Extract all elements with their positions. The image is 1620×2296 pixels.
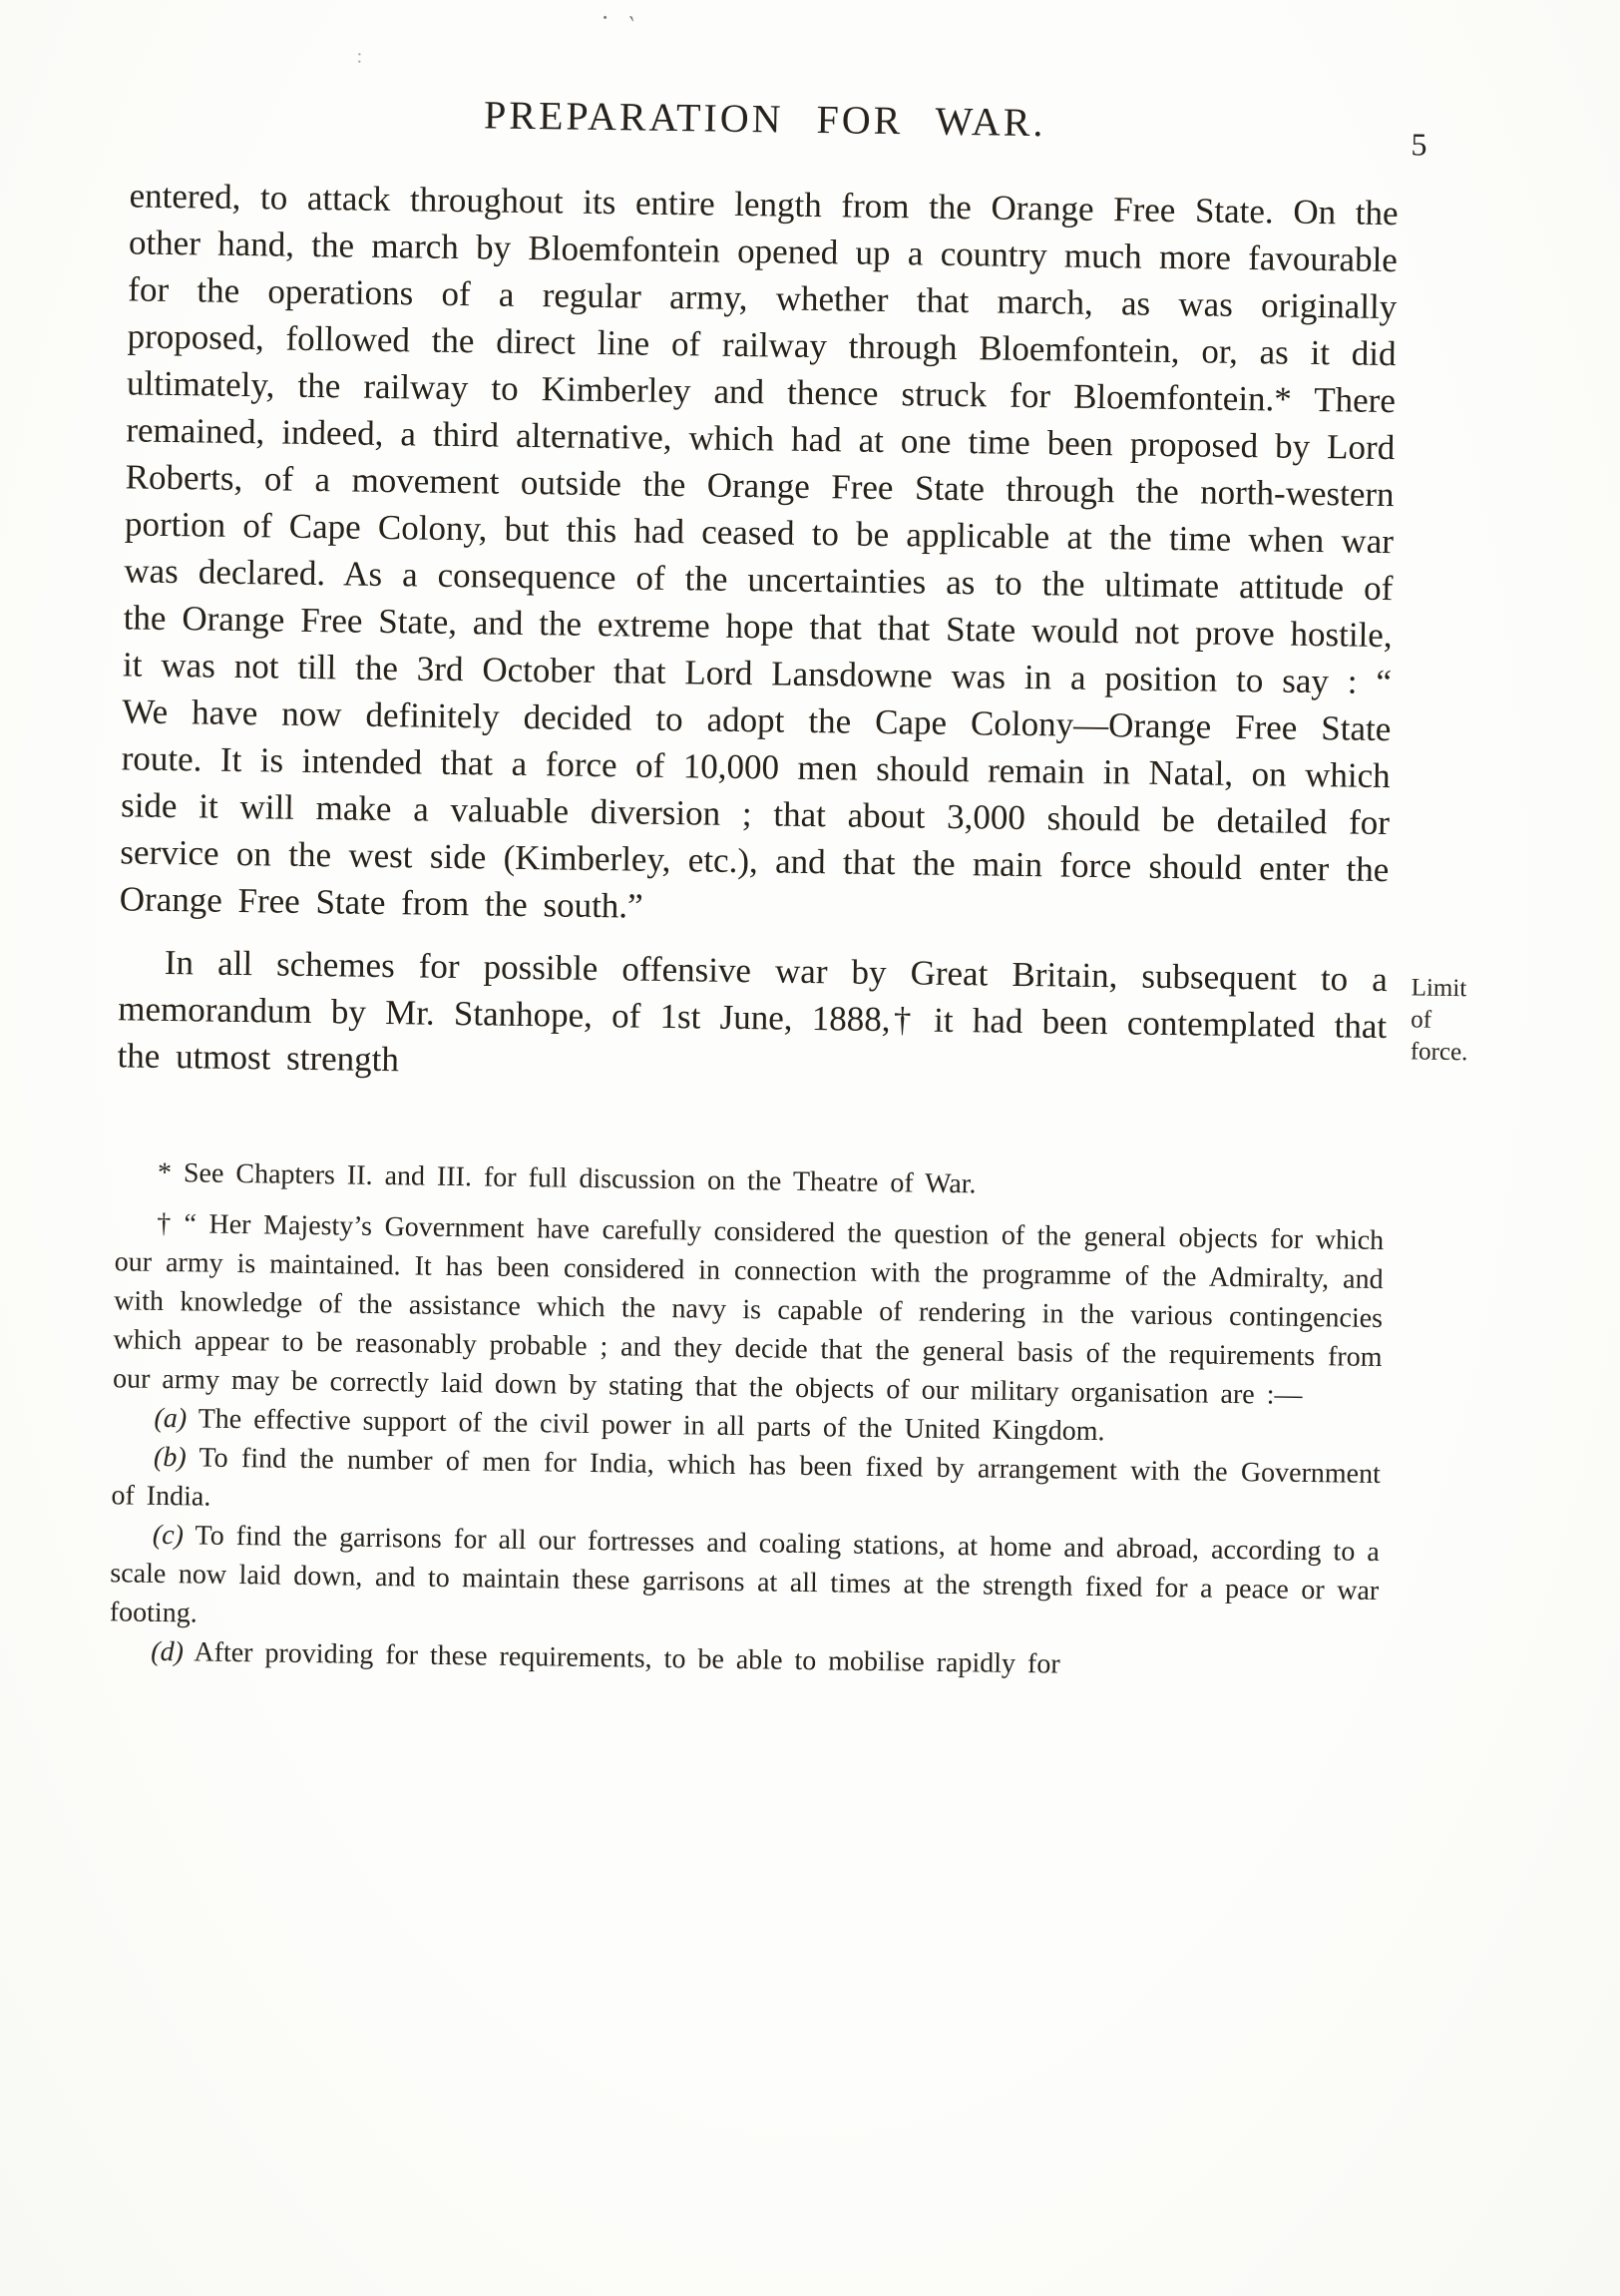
footnote-item-text: To find the number of men for India, which has been fixed by arrangement with the Government of India. xyxy=(111,1442,1382,1513)
page-title: PREPARATION FOR WAR. xyxy=(483,92,1046,146)
footnote-star: * See Chapters II. and III. for full discussion on the Theatre of War. xyxy=(157,1156,977,1200)
main-text-column xyxy=(109,172,1468,1688)
footnotes-section xyxy=(109,1152,1385,1688)
paragraph-2: In all schemes for possible offensive war by Great Britain, subsequent to a memorandum by Mr. Stanhope, of 1st June, 1888,† it had been contemplated that the utmost strength xyxy=(117,942,1389,1080)
scan-artifact: · xyxy=(600,2,610,33)
margin-note-limit-of-force xyxy=(1411,972,1571,1070)
paragraph-1: entered, to attack throughout its entire length from the Orange Free State. On the other hand, the march by Bloemfontein opened up a country much more favourable for the operations of a regular army, whether that march, as was originally proposed, followed the direct line of railway through Bloemfontein, or, as it did ultimately, the railway to Kimberley and thence struck for Bloemfontein.* There remained, indeed, a third alternative, which had at one time been proposed by Lord Roberts, of a movement outside the Orange Free State through the north-western portion of Cape Colony, but this had ceased to be applicable at the time when war was declared. As a consequence of the uncertainties as to the ultimate attitude of the Orange Free State, and the extreme hope that that State would not prove hostile, it was not till the 3rd October that Lord Lansdowne was in a position to say : “ We have now definitely decided to adopt the Cape Colony—Orange Free State route. It is intended that a force of 10,000 men should remain in Natal, on which side it will make a valuable diversion ; that about 3,000 should be detailed for service on the west side (Kimberley, etc.), and that the main force should enter the Orange Free State from the south.” xyxy=(119,176,1399,926)
footnote-item-label: (b) xyxy=(153,1441,187,1474)
footnote-item-label: (a) xyxy=(154,1402,188,1435)
margin-note-line: Limit xyxy=(1411,974,1467,1003)
footnote-item-label: (d) xyxy=(151,1635,185,1668)
scan-artifact: ` xyxy=(619,10,638,41)
footnote-item-text: To find the garrisons for all our fortresses and coaling stations, at home and abroad, according to a scale now laid down, and to maintain these garrisons at all times at the strength fixed for a peace or war footing. xyxy=(109,1520,1381,1629)
margin-note-line: of xyxy=(1411,1006,1432,1034)
scan-artifact: : xyxy=(356,45,363,68)
footnote-dagger: † “ Her Majesty’s Government have carefully considered the question of the general objects for which our army is maintained. It has been considered in connection with the programme of the Admiralty, and with knowledge of the assistance which the navy is capable of rendering in the various contingencies which appear to be reasonably probable ; and they decide that the general basis of the requirements from our army may be correctly laid down by stating that the objects of our military organisation are :— xyxy=(112,1207,1385,1411)
margin-note-line: force. xyxy=(1410,1038,1468,1067)
footnote-item-c xyxy=(110,1515,1381,1649)
page-number: 5 xyxy=(1411,126,1427,163)
footnote-item-text: The effective support of the civil power in all parts of the United Kingdom. xyxy=(198,1403,1105,1448)
footnote-item-label: (c) xyxy=(152,1519,185,1552)
paragraph-2-block xyxy=(117,938,1468,1097)
footnote-item-text: After providing for these requirements, to be able to mobilise rapidly for xyxy=(194,1636,1060,1680)
